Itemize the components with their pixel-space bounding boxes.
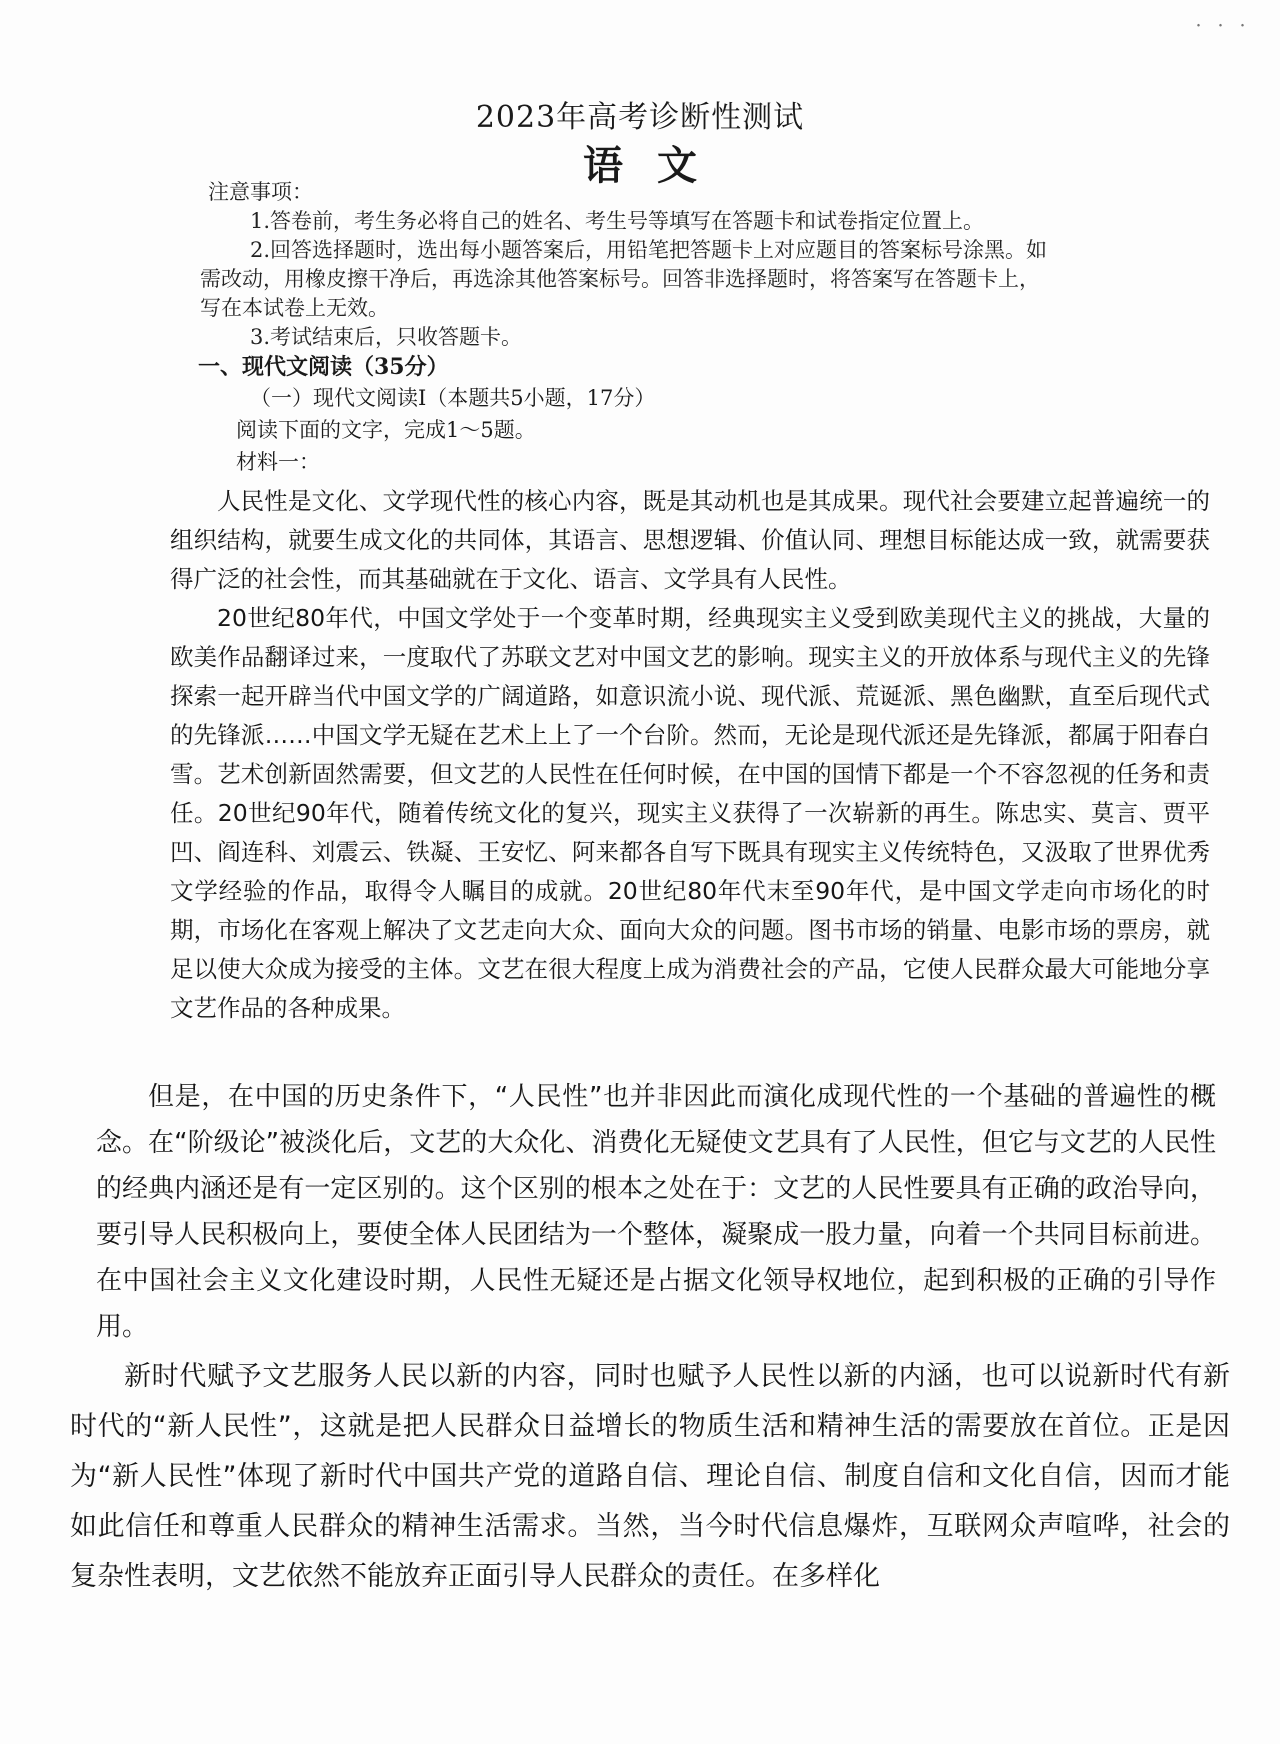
subject-title: 语文 xyxy=(583,142,731,189)
material-body-lower xyxy=(70,1352,1230,1602)
reading-instruction: 阅读下面的文字，完成1～5题。 xyxy=(236,418,536,442)
note-item-2-continued: 需改动，用橡皮擦干净后，再选涂其他答案标号。回答非选择题时，将答案写在答题卡上， xyxy=(200,267,1040,291)
material-label: 材料一： xyxy=(236,450,320,474)
paragraph-1: 人民性是文化、文学现代性的核心内容，既是其动机也是其成果。现代社会要建立起普遍统一的组织结构，就要生成文化的共同体，其语言、思想逻辑、价值认同、理想目标能达成一致，就需要获得广泛的社会性，而其基础就在于文化、语言、文学具有人民性。 xyxy=(170,487,1210,593)
note-item-3: 3.考试结束后，只收答题卡。 xyxy=(250,325,523,349)
section-title: 一、现代文阅读（35分） xyxy=(198,354,449,380)
paragraph-4: 新时代赋予文艺服务人民以新的内容，同时也赋予人民性以新的内涵，也可以说新时代有新时代的“新人民性”，这就是把人民群众日益增长的物质生活和精神生活的需要放在首位。正是因为“新人民性”体现了新时代中国共产党的道路自信、理论自信、制度自信和文化自信，因而才能如此信任和尊重人民群众的精神生活需求。当然，当今时代信息爆炸，互联网众声喧哗，社会的复杂性表明，文艺依然不能放弃正面引导人民群众的责任。在多样化 xyxy=(70,1361,1230,1592)
note-item-2-end: 写在本试卷上无效。 xyxy=(200,296,389,320)
paragraph-2: 20世纪80年代，中国文学处于一个变革时期，经典现实主义受到欧美现代主义的挑战，大量的欧美作品翻译过来，一度取代了苏联文艺对中国文艺的影响。现实主义的开放体系与现代主义的先锋探索一起开辟当代中国文学的广阔道路，如意识流小说、现代派、荒诞派、黑色幽默，直至后现代式的先锋派……中国文学无疑在艺术上上了一个台阶。然而，无论是现代派还是先锋派，都属于阳春白雪。艺术创新固然需要，但文艺的人民性在任何时候，在中国的国情下都是一个不容忽视的任务和责任。20世纪90年代，随着传统文化的复兴，现实主义获得了一次崭新的再生。陈忠实、莫言、贾平凹、阎连科、刘震云、铁凝、王安忆、阿来都各自写下既具有现实主义传统特色，又汲取了世界优秀文学经验的作品，取得令人瞩目的成就。20世纪80年代末至90年代，是中国文学走向市场化的时期，市场化在客观上解决了文艺走向大众、面向大众的问题。图书市场的销量、电影市场的票房，就足以使大众成为接受的主体。文艺在很大程度上成为消费社会的产品，它使人民群众最大可能地分享文艺作品的各种成果。 xyxy=(170,604,1210,1022)
material-body-middle xyxy=(96,1074,1216,1350)
material-body-upper xyxy=(170,482,1210,1028)
subsection-title: （一）现代文阅读Ⅰ（本题共5小题，17分） xyxy=(250,386,656,410)
exam-title: 2023年高考诊断性测试 xyxy=(475,100,805,135)
exam-notes xyxy=(200,178,1208,352)
paragraph-3: 但是，在中国的历史条件下，“人民性”也并非因此而演化成现代性的一个基础的普遍性的概念。在“阶级论”被淡化后，文艺的大众化、消费化无疑使文艺具有了人民性，但它与文艺的人民性的经典内涵还是有一定区别的。这个区别的根本之处在于：文艺的人民性要具有正确的政治导向，要引导人民积极向上，要使全体人民团结为一个整体，凝聚成一股力量，向着一个共同目标前进。在中国社会主义文化建设时期，人民性无疑还是占据文化领导权地位，起到积极的正确的引导作用。 xyxy=(96,1082,1216,1342)
note-item-2: 2.回答选择题时，选出每小题答案后，用铅笔把答题卡上对应题目的答案标号涂黑。如 xyxy=(250,238,1048,262)
notes-heading: 注意事项： xyxy=(208,180,313,204)
scan-corner-mark: ˙ ˙ ˙ xyxy=(1193,22,1250,47)
note-item-1: 1.答卷前，考生务必将自己的姓名、考生号等填写在答题卡和试卷指定位置上。 xyxy=(250,209,985,233)
